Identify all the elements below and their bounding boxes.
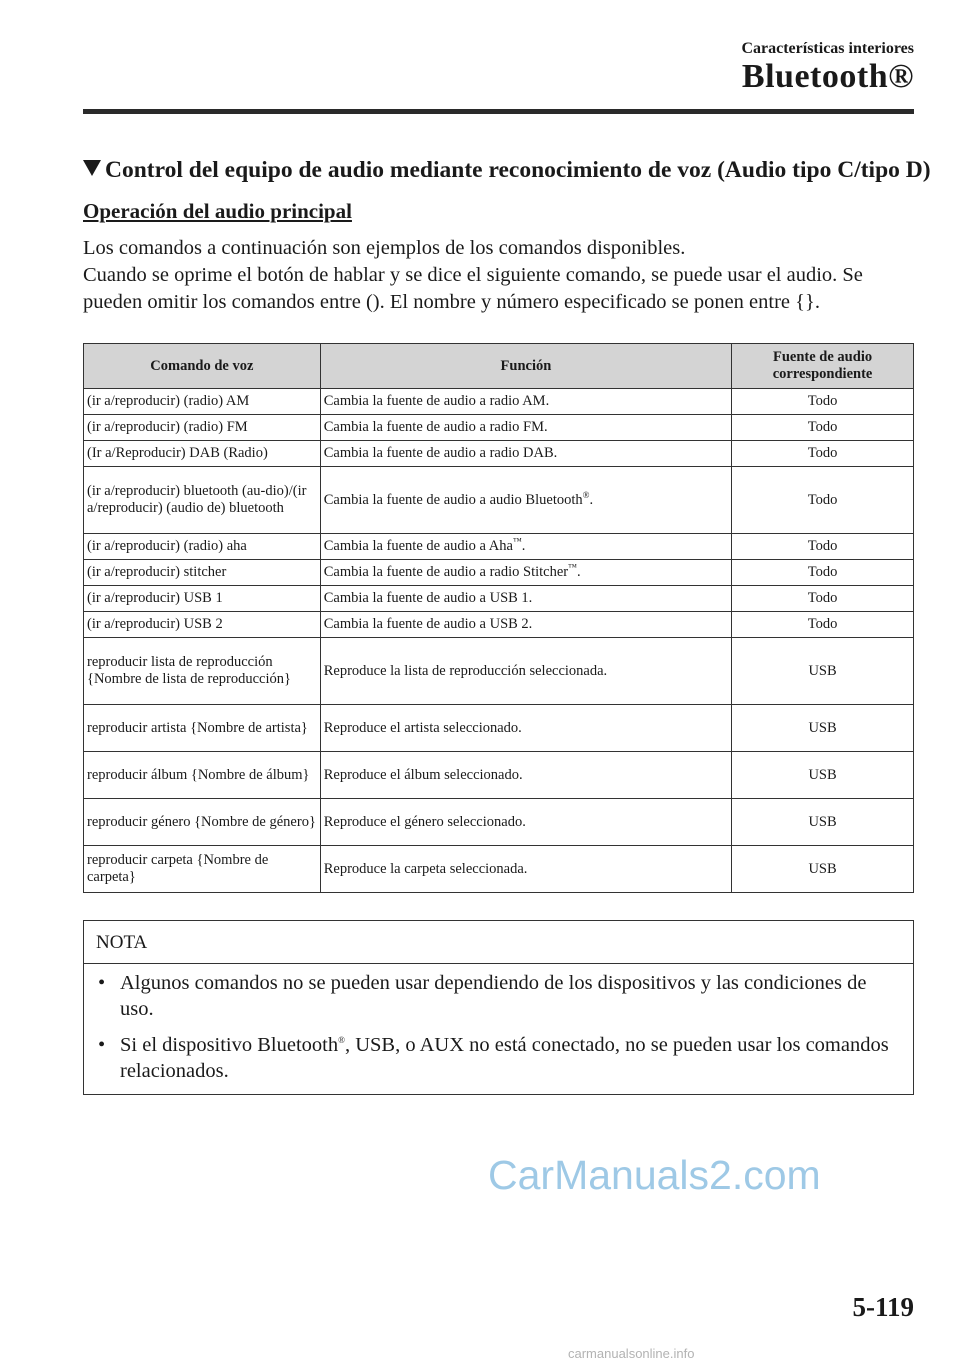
table-row [84,467,914,534]
command-cell: (ir a/reproducir) bluetooth (au-dio)/(ir a/reproducir) (audio de) bluetooth [84,467,321,534]
table-row [84,441,914,467]
chapter-subtitle: Características interiores [741,40,914,57]
command-cell: reproducir género {Nombre de género} [84,799,321,846]
function-cell: Cambia la fuente de audio a radio AM. [320,389,731,415]
section-title-text: Control del equipo de audio mediante reconocimiento de voz (Audio tipo C/tipo D) [105,157,931,183]
table-row [84,799,914,846]
table-row [84,752,914,799]
table-row [84,560,914,586]
command-cell: (ir a/reproducir) USB 1 [84,586,321,612]
table-header-row [84,344,914,389]
source-cell: Todo [732,467,914,534]
command-cell: reproducir artista {Nombre de artista} [84,705,321,752]
page-number: 5-119 [852,1292,914,1322]
table-row [84,638,914,705]
function-cell: Cambia la fuente de audio a Aha™. [320,534,731,560]
column-header: Comando de voz [84,344,321,389]
source-cell: USB [732,705,914,752]
voice-commands-table [83,343,914,893]
source-cell: Todo [732,534,914,560]
function-cell: Reproduce la lista de reproducción seleccionada. [320,638,731,705]
source-cell: Todo [732,560,914,586]
header-rule [83,109,914,114]
command-cell: reproducir carpeta {Nombre de carpeta} [84,846,321,893]
command-cell: (ir a/reproducir) (radio) aha [84,534,321,560]
table-row [84,846,914,893]
function-cell: Reproduce el género seleccionado. [320,799,731,846]
function-cell: Cambia la fuente de audio a audio Bluetooth®. [320,467,731,534]
triangle-down-icon [83,160,101,176]
source-cell: Todo [732,389,914,415]
command-cell: reproducir lista de reproducción {Nombre de lista de reproducción} [84,638,321,705]
intro-line: Cuando se oprime el botón de hablar y se dice el siguiente comando, se puede usar el audio. Se pueden omitir los comandos entre (). El nombre y número especificado se ponen entre {}. [83,264,863,313]
table-row [84,415,914,441]
note-bullet: • Si el dispositivo Bluetooth®, USB, o AUX no está conectado, no se pueden usar los comandos relacionados. [84,1032,913,1084]
intro-text [83,235,923,316]
source-cell: USB [732,799,914,846]
note-box [83,920,914,1095]
function-cell: Reproduce el álbum seleccionado. [320,752,731,799]
column-header: Fuente de audio correspondiente [732,344,914,389]
note-bullet: • Algunos comandos no se pueden usar dependiendo de los dispositivos y las condiciones de uso. [84,970,913,1022]
source-cell: Todo [732,612,914,638]
command-cell: (Ir a/Reproducir) DAB (Radio) [84,441,321,467]
source-cell: Todo [732,415,914,441]
intro-line: Los comandos a continuación son ejemplos de los comandos disponibles. [83,237,686,259]
column-header: Función [320,344,731,389]
table-row [84,612,914,638]
function-cell: Cambia la fuente de audio a radio FM. [320,415,731,441]
command-cell: (ir a/reproducir) (radio) FM [84,415,321,441]
note-list [84,970,913,1084]
command-cell: reproducir álbum {Nombre de álbum} [84,752,321,799]
command-cell: (ir a/reproducir) USB 2 [84,612,321,638]
source-cell: USB [732,752,914,799]
function-cell: Reproduce la carpeta seleccionada. [320,846,731,893]
chapter-title: Bluetooth® [741,58,914,95]
table-row [84,705,914,752]
function-cell: Cambia la fuente de audio a radio Stitcher™. [320,560,731,586]
source-cell: Todo [732,441,914,467]
function-cell: Cambia la fuente de audio a USB 2. [320,612,731,638]
command-cell: (ir a/reproducir) (radio) AM [84,389,321,415]
function-cell: Reproduce el artista seleccionado. [320,705,731,752]
subheading: Operación del audio principal [83,199,352,223]
source-cell: USB [732,846,914,893]
table-row [84,389,914,415]
function-cell: Cambia la fuente de audio a USB 1. [320,586,731,612]
table-row [84,534,914,560]
table-row [84,586,914,612]
footer-watermark: carmanualsonline.info [568,1346,695,1361]
function-cell: Cambia la fuente de audio a radio DAB. [320,441,731,467]
watermark-logo: CarManuals2.com [488,1152,821,1198]
source-cell: USB [732,638,914,705]
command-cell: (ir a/reproducir) stitcher [84,560,321,586]
section-title [83,157,931,184]
note-heading: NOTA [84,921,913,964]
source-cell: Todo [732,586,914,612]
